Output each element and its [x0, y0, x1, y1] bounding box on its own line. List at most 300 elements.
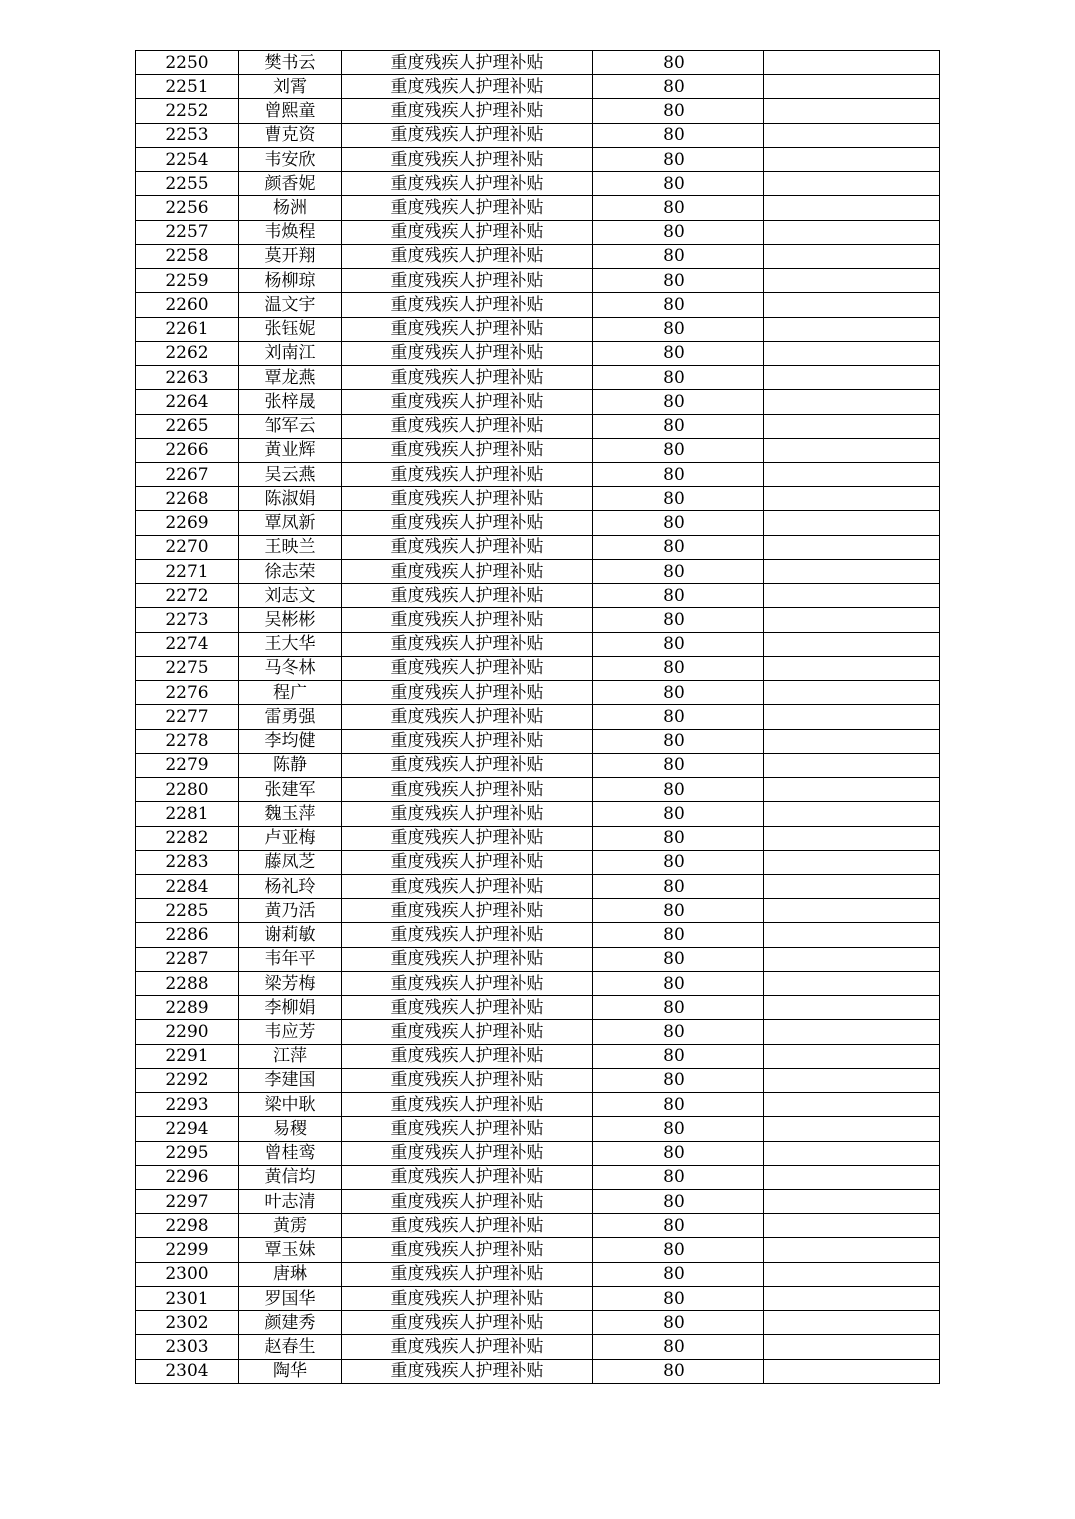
- table-row: [136, 1214, 940, 1238]
- name-cell: 王大华: [239, 632, 342, 656]
- subsidy-type-cell: 重度残疾人护理补贴: [342, 438, 593, 462]
- serial-number-cell: 2260: [136, 293, 239, 317]
- amount-cell: 80: [593, 1190, 764, 1214]
- subsidy-type-cell: 重度残疾人护理补贴: [342, 462, 593, 486]
- remark-cell: [764, 971, 940, 995]
- amount-cell: 80: [593, 535, 764, 559]
- remark-cell: [764, 244, 940, 268]
- subsidy-type-cell: 重度残疾人护理补贴: [342, 608, 593, 632]
- subsidy-type-cell: 重度残疾人护理补贴: [342, 487, 593, 511]
- subsidy-type-cell: 重度残疾人护理补贴: [342, 947, 593, 971]
- serial-number-cell: 2292: [136, 1068, 239, 1092]
- amount-cell: 80: [593, 753, 764, 777]
- remark-cell: [764, 414, 940, 438]
- table-row: [136, 341, 940, 365]
- remark-cell: [764, 462, 940, 486]
- subsidy-type-cell: 重度残疾人护理补贴: [342, 220, 593, 244]
- table-row: [136, 75, 940, 99]
- name-cell: 李柳娟: [239, 996, 342, 1020]
- subsidy-type-cell: 重度残疾人护理补贴: [342, 1093, 593, 1117]
- name-cell: 曾桂鸾: [239, 1141, 342, 1165]
- serial-number-cell: 2290: [136, 1020, 239, 1044]
- serial-number-cell: 2295: [136, 1141, 239, 1165]
- remark-cell: [764, 1311, 940, 1335]
- name-cell: 刘霄: [239, 75, 342, 99]
- name-cell: 陈淑娟: [239, 487, 342, 511]
- subsidy-type-cell: 重度残疾人护理补贴: [342, 366, 593, 390]
- name-cell: 李建国: [239, 1068, 342, 1092]
- amount-cell: 80: [593, 317, 764, 341]
- name-cell: 陈静: [239, 753, 342, 777]
- subsidy-type-cell: 重度残疾人护理补贴: [342, 341, 593, 365]
- serial-number-cell: 2286: [136, 923, 239, 947]
- name-cell: 黄信均: [239, 1165, 342, 1189]
- table-row: [136, 1190, 940, 1214]
- name-cell: 韦年平: [239, 947, 342, 971]
- name-cell: 藤凤芝: [239, 850, 342, 874]
- name-cell: 温文宇: [239, 293, 342, 317]
- name-cell: 赵春生: [239, 1335, 342, 1359]
- table-row: [136, 1141, 940, 1165]
- remark-cell: [764, 75, 940, 99]
- remark-cell: [764, 390, 940, 414]
- table-row: [136, 1311, 940, 1335]
- table-row: [136, 971, 940, 995]
- subsidy-type-cell: 重度残疾人护理补贴: [342, 390, 593, 414]
- remark-cell: [764, 996, 940, 1020]
- name-cell: 覃凤新: [239, 511, 342, 535]
- subsidy-type-cell: 重度残疾人护理补贴: [342, 923, 593, 947]
- name-cell: 曾熙童: [239, 99, 342, 123]
- name-cell: 雷勇强: [239, 705, 342, 729]
- table-row: [136, 1238, 940, 1262]
- remark-cell: [764, 1238, 940, 1262]
- remark-cell: [764, 1093, 940, 1117]
- amount-cell: 80: [593, 390, 764, 414]
- subsidy-type-cell: 重度残疾人护理补贴: [342, 317, 593, 341]
- remark-cell: [764, 269, 940, 293]
- name-cell: 叶志清: [239, 1190, 342, 1214]
- table-row: [136, 317, 940, 341]
- remark-cell: [764, 1214, 940, 1238]
- name-cell: 莫开翔: [239, 244, 342, 268]
- amount-cell: 80: [593, 559, 764, 583]
- table-row: [136, 1117, 940, 1141]
- table-row: [136, 51, 940, 75]
- amount-cell: 80: [593, 1238, 764, 1262]
- table-row: [136, 220, 940, 244]
- subsidy-type-cell: 重度残疾人护理补贴: [342, 826, 593, 850]
- serial-number-cell: 2284: [136, 874, 239, 898]
- serial-number-cell: 2283: [136, 850, 239, 874]
- name-cell: 魏玉萍: [239, 802, 342, 826]
- subsidy-type-cell: 重度残疾人护理补贴: [342, 1020, 593, 1044]
- remark-cell: [764, 559, 940, 583]
- amount-cell: 80: [593, 729, 764, 753]
- serial-number-cell: 2262: [136, 341, 239, 365]
- serial-number-cell: 2259: [136, 269, 239, 293]
- name-cell: 吴云燕: [239, 462, 342, 486]
- name-cell: 颜建秀: [239, 1311, 342, 1335]
- subsidy-type-cell: 重度残疾人护理补贴: [342, 511, 593, 535]
- serial-number-cell: 2291: [136, 1044, 239, 1068]
- serial-number-cell: 2300: [136, 1262, 239, 1286]
- subsidy-type-cell: 重度残疾人护理补贴: [342, 971, 593, 995]
- amount-cell: 80: [593, 269, 764, 293]
- name-cell: 曹克资: [239, 123, 342, 147]
- subsidy-type-cell: 重度残疾人护理补贴: [342, 1311, 593, 1335]
- table-row: [136, 559, 940, 583]
- table-row: [136, 414, 940, 438]
- remark-cell: [764, 1068, 940, 1092]
- remark-cell: [764, 874, 940, 898]
- amount-cell: 80: [593, 705, 764, 729]
- serial-number-cell: 2294: [136, 1117, 239, 1141]
- serial-number-cell: 2296: [136, 1165, 239, 1189]
- amount-cell: 80: [593, 438, 764, 462]
- serial-number-cell: 2269: [136, 511, 239, 535]
- remark-cell: [764, 487, 940, 511]
- serial-number-cell: 2280: [136, 778, 239, 802]
- amount-cell: 80: [593, 1335, 764, 1359]
- name-cell: 杨洲: [239, 196, 342, 220]
- name-cell: 马冬林: [239, 656, 342, 680]
- amount-cell: 80: [593, 147, 764, 171]
- amount-cell: 80: [593, 220, 764, 244]
- serial-number-cell: 2261: [136, 317, 239, 341]
- serial-number-cell: 2254: [136, 147, 239, 171]
- table-row: [136, 1262, 940, 1286]
- subsidy-type-cell: 重度残疾人护理补贴: [342, 1165, 593, 1189]
- serial-number-cell: 2282: [136, 826, 239, 850]
- amount-cell: 80: [593, 196, 764, 220]
- name-cell: 李均健: [239, 729, 342, 753]
- remark-cell: [764, 1190, 940, 1214]
- remark-cell: [764, 1165, 940, 1189]
- amount-cell: 80: [593, 947, 764, 971]
- name-cell: 韦安欣: [239, 147, 342, 171]
- remark-cell: [764, 826, 940, 850]
- table-row: [136, 608, 940, 632]
- remark-cell: [764, 1141, 940, 1165]
- name-cell: 江萍: [239, 1044, 342, 1068]
- table-row: [136, 1020, 940, 1044]
- remark-cell: [764, 317, 940, 341]
- serial-number-cell: 2270: [136, 535, 239, 559]
- subsidy-type-cell: 重度残疾人护理补贴: [342, 681, 593, 705]
- remark-cell: [764, 899, 940, 923]
- amount-cell: 80: [593, 172, 764, 196]
- table-row: [136, 487, 940, 511]
- remark-cell: [764, 147, 940, 171]
- amount-cell: 80: [593, 1359, 764, 1383]
- amount-cell: 80: [593, 632, 764, 656]
- remark-cell: [764, 1359, 940, 1383]
- amount-cell: 80: [593, 1141, 764, 1165]
- remark-cell: [764, 1286, 940, 1310]
- serial-number-cell: 2264: [136, 390, 239, 414]
- amount-cell: 80: [593, 244, 764, 268]
- table-row: [136, 366, 940, 390]
- subsidy-type-cell: 重度残疾人护理补贴: [342, 172, 593, 196]
- remark-cell: [764, 99, 940, 123]
- name-cell: 吴彬彬: [239, 608, 342, 632]
- remark-cell: [764, 850, 940, 874]
- name-cell: 邹军云: [239, 414, 342, 438]
- serial-number-cell: 2266: [136, 438, 239, 462]
- subsidy-type-cell: 重度残疾人护理补贴: [342, 293, 593, 317]
- table-row: [136, 1286, 940, 1310]
- table-row: [136, 196, 940, 220]
- serial-number-cell: 2258: [136, 244, 239, 268]
- subsidy-type-cell: 重度残疾人护理补贴: [342, 1117, 593, 1141]
- subsidy-type-cell: 重度残疾人护理补贴: [342, 874, 593, 898]
- remark-cell: [764, 656, 940, 680]
- serial-number-cell: 2297: [136, 1190, 239, 1214]
- serial-number-cell: 2255: [136, 172, 239, 196]
- amount-cell: 80: [593, 366, 764, 390]
- name-cell: 陶华: [239, 1359, 342, 1383]
- amount-cell: 80: [593, 971, 764, 995]
- amount-cell: 80: [593, 414, 764, 438]
- table-row: [136, 753, 940, 777]
- remark-cell: [764, 729, 940, 753]
- subsidy-type-cell: 重度残疾人护理补贴: [342, 147, 593, 171]
- serial-number-cell: 2252: [136, 99, 239, 123]
- serial-number-cell: 2279: [136, 753, 239, 777]
- name-cell: 韦应芳: [239, 1020, 342, 1044]
- name-cell: 梁中耿: [239, 1093, 342, 1117]
- remark-cell: [764, 681, 940, 705]
- name-cell: 卢亚梅: [239, 826, 342, 850]
- remark-cell: [764, 293, 940, 317]
- name-cell: 程广: [239, 681, 342, 705]
- subsidy-type-cell: 重度残疾人护理补贴: [342, 1141, 593, 1165]
- amount-cell: 80: [593, 608, 764, 632]
- table-row: [136, 826, 940, 850]
- name-cell: 黄雳: [239, 1214, 342, 1238]
- name-cell: 杨礼玲: [239, 874, 342, 898]
- serial-number-cell: 2271: [136, 559, 239, 583]
- table-row: [136, 1359, 940, 1383]
- amount-cell: 80: [593, 462, 764, 486]
- remark-cell: [764, 1262, 940, 1286]
- remark-cell: [764, 705, 940, 729]
- serial-number-cell: 2302: [136, 1311, 239, 1335]
- amount-cell: 80: [593, 123, 764, 147]
- subsidy-type-cell: 重度残疾人护理补贴: [342, 1214, 593, 1238]
- subsidy-type-cell: 重度残疾人护理补贴: [342, 1190, 593, 1214]
- table-row: [136, 996, 940, 1020]
- amount-cell: 80: [593, 1165, 764, 1189]
- subsidy-type-cell: 重度残疾人护理补贴: [342, 778, 593, 802]
- serial-number-cell: 2251: [136, 75, 239, 99]
- name-cell: 张梓晟: [239, 390, 342, 414]
- remark-cell: [764, 51, 940, 75]
- serial-number-cell: 2278: [136, 729, 239, 753]
- amount-cell: 80: [593, 874, 764, 898]
- subsidy-type-cell: 重度残疾人护理补贴: [342, 753, 593, 777]
- table-row: [136, 850, 940, 874]
- table-row: [136, 802, 940, 826]
- name-cell: 黄乃活: [239, 899, 342, 923]
- subsidy-type-cell: 重度残疾人护理补贴: [342, 535, 593, 559]
- subsidy-type-cell: 重度残疾人护理补贴: [342, 1286, 593, 1310]
- table-row: [136, 778, 940, 802]
- remark-cell: [764, 220, 940, 244]
- table-row: [136, 1165, 940, 1189]
- remark-cell: [764, 802, 940, 826]
- name-cell: 张建军: [239, 778, 342, 802]
- subsidy-type-cell: 重度残疾人护理补贴: [342, 51, 593, 75]
- serial-number-cell: 2273: [136, 608, 239, 632]
- subsidy-type-cell: 重度残疾人护理补贴: [342, 802, 593, 826]
- serial-number-cell: 2263: [136, 366, 239, 390]
- remark-cell: [764, 196, 940, 220]
- remark-cell: [764, 366, 940, 390]
- remark-cell: [764, 1335, 940, 1359]
- remark-cell: [764, 632, 940, 656]
- subsidy-table-body: [136, 51, 940, 1384]
- name-cell: 杨柳琼: [239, 269, 342, 293]
- subsidy-type-cell: 重度残疾人护理补贴: [342, 244, 593, 268]
- name-cell: 樊书云: [239, 51, 342, 75]
- subsidy-type-cell: 重度残疾人护理补贴: [342, 559, 593, 583]
- table-row: [136, 172, 940, 196]
- amount-cell: 80: [593, 850, 764, 874]
- subsidy-type-cell: 重度残疾人护理补贴: [342, 729, 593, 753]
- table-row: [136, 947, 940, 971]
- name-cell: 刘志文: [239, 584, 342, 608]
- subsidy-type-cell: 重度残疾人护理补贴: [342, 196, 593, 220]
- amount-cell: 80: [593, 51, 764, 75]
- amount-cell: 80: [593, 511, 764, 535]
- remark-cell: [764, 584, 940, 608]
- serial-number-cell: 2281: [136, 802, 239, 826]
- table-row: [136, 681, 940, 705]
- name-cell: 张钰妮: [239, 317, 342, 341]
- name-cell: 梁芳梅: [239, 971, 342, 995]
- remark-cell: [764, 1044, 940, 1068]
- name-cell: 韦焕程: [239, 220, 342, 244]
- amount-cell: 80: [593, 1020, 764, 1044]
- table-row: [136, 1335, 940, 1359]
- remark-cell: [764, 923, 940, 947]
- table-row: [136, 535, 940, 559]
- amount-cell: 80: [593, 99, 764, 123]
- subsidy-type-cell: 重度残疾人护理补贴: [342, 123, 593, 147]
- table-row: [136, 511, 940, 535]
- name-cell: 徐志荣: [239, 559, 342, 583]
- subsidy-type-cell: 重度残疾人护理补贴: [342, 656, 593, 680]
- table-row: [136, 462, 940, 486]
- subsidy-type-cell: 重度残疾人护理补贴: [342, 632, 593, 656]
- amount-cell: 80: [593, 1286, 764, 1310]
- table-row: [136, 874, 940, 898]
- subsidy-type-cell: 重度残疾人护理补贴: [342, 99, 593, 123]
- amount-cell: 80: [593, 656, 764, 680]
- serial-number-cell: 2276: [136, 681, 239, 705]
- table-row: [136, 1068, 940, 1092]
- amount-cell: 80: [593, 778, 764, 802]
- remark-cell: [764, 341, 940, 365]
- serial-number-cell: 2250: [136, 51, 239, 75]
- name-cell: 颜香妮: [239, 172, 342, 196]
- serial-number-cell: 2253: [136, 123, 239, 147]
- table-row: [136, 899, 940, 923]
- amount-cell: 80: [593, 802, 764, 826]
- amount-cell: 80: [593, 1117, 764, 1141]
- name-cell: 覃玉妹: [239, 1238, 342, 1262]
- serial-number-cell: 2299: [136, 1238, 239, 1262]
- remark-cell: [764, 535, 940, 559]
- amount-cell: 80: [593, 1214, 764, 1238]
- serial-number-cell: 2293: [136, 1093, 239, 1117]
- table-row: [136, 923, 940, 947]
- name-cell: 王映兰: [239, 535, 342, 559]
- table-row: [136, 584, 940, 608]
- serial-number-cell: 2265: [136, 414, 239, 438]
- remark-cell: [764, 608, 940, 632]
- subsidy-type-cell: 重度残疾人护理补贴: [342, 1068, 593, 1092]
- name-cell: 刘南江: [239, 341, 342, 365]
- table-row: [136, 99, 940, 123]
- amount-cell: 80: [593, 1311, 764, 1335]
- subsidy-type-cell: 重度残疾人护理补贴: [342, 1238, 593, 1262]
- subsidy-type-cell: 重度残疾人护理补贴: [342, 705, 593, 729]
- amount-cell: 80: [593, 1068, 764, 1092]
- amount-cell: 80: [593, 487, 764, 511]
- subsidy-type-cell: 重度残疾人护理补贴: [342, 1262, 593, 1286]
- remark-cell: [764, 778, 940, 802]
- name-cell: 唐琳: [239, 1262, 342, 1286]
- serial-number-cell: 2257: [136, 220, 239, 244]
- name-cell: 黄业辉: [239, 438, 342, 462]
- remark-cell: [764, 438, 940, 462]
- amount-cell: 80: [593, 1044, 764, 1068]
- subsidy-type-cell: 重度残疾人护理补贴: [342, 1335, 593, 1359]
- remark-cell: [764, 123, 940, 147]
- serial-number-cell: 2301: [136, 1286, 239, 1310]
- serial-number-cell: 2289: [136, 996, 239, 1020]
- remark-cell: [764, 753, 940, 777]
- serial-number-cell: 2277: [136, 705, 239, 729]
- serial-number-cell: 2275: [136, 656, 239, 680]
- table-row: [136, 293, 940, 317]
- table-row: [136, 729, 940, 753]
- amount-cell: 80: [593, 1262, 764, 1286]
- serial-number-cell: 2287: [136, 947, 239, 971]
- amount-cell: 80: [593, 293, 764, 317]
- serial-number-cell: 2272: [136, 584, 239, 608]
- remark-cell: [764, 947, 940, 971]
- subsidy-type-cell: 重度残疾人护理补贴: [342, 75, 593, 99]
- subsidy-type-cell: 重度残疾人护理补贴: [342, 899, 593, 923]
- serial-number-cell: 2256: [136, 196, 239, 220]
- subsidy-type-cell: 重度残疾人护理补贴: [342, 996, 593, 1020]
- serial-number-cell: 2285: [136, 899, 239, 923]
- amount-cell: 80: [593, 584, 764, 608]
- subsidy-type-cell: 重度残疾人护理补贴: [342, 269, 593, 293]
- table-row: [136, 269, 940, 293]
- amount-cell: 80: [593, 341, 764, 365]
- table-row: [136, 1044, 940, 1068]
- table-row: [136, 705, 940, 729]
- table-row: [136, 438, 940, 462]
- remark-cell: [764, 1020, 940, 1044]
- name-cell: 覃龙燕: [239, 366, 342, 390]
- subsidy-type-cell: 重度残疾人护理补贴: [342, 1044, 593, 1068]
